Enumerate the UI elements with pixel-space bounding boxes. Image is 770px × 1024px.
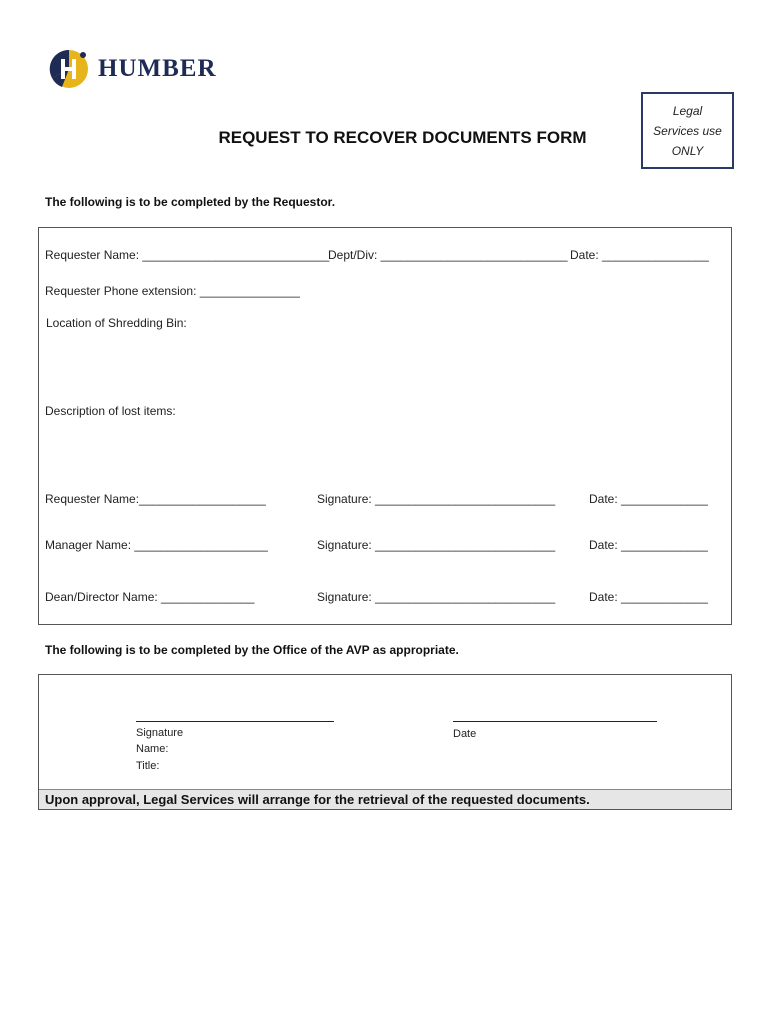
lost-items-description-area[interactable] — [44, 422, 724, 482]
requester-signature-field[interactable]: Signature: ___________________________ — [317, 492, 556, 506]
humber-logo — [48, 48, 217, 90]
dean-director-name-field[interactable]: Dean/Director Name: ______________ — [45, 590, 255, 604]
approval-banner — [39, 789, 731, 809]
legal-box-line-3: ONLY — [671, 143, 704, 158]
phone-extension-field[interactable]: Requester Phone extension: _______________ — [45, 284, 300, 298]
avp-signature-label: Signature — [136, 727, 184, 739]
dept-div-field[interactable]: Dept/Div: ____________________________ — [328, 248, 568, 262]
form-title: REQUEST TO RECOVER DOCUMENTS FORM — [218, 128, 587, 147]
date-field-top[interactable]: Date: ________________ — [570, 248, 709, 262]
avp-date-line[interactable] — [453, 721, 657, 722]
approval-text: Upon approval, Legal Services will arrange for the retrieval of the requested documents. — [45, 792, 590, 807]
logo-wordmark: HUMBER — [98, 55, 217, 82]
requestor-note: The following is to be completed by the Requestor. — [45, 195, 336, 209]
avp-date-label: Date — [453, 728, 477, 740]
avp-title-label: Title: — [136, 760, 160, 772]
avp-name-label: Name: — [136, 743, 169, 755]
dean-director-signature-field[interactable]: Signature: ___________________________ — [317, 590, 556, 604]
manager-signature-field[interactable]: Signature: ___________________________ — [317, 538, 556, 552]
legal-box-line-1: Legal — [672, 103, 703, 118]
lost-items-description-label: Description of lost items: — [45, 404, 176, 418]
requester-date-field[interactable]: Date: _____________ — [589, 492, 708, 506]
dean-director-date-field[interactable]: Date: _____________ — [589, 590, 708, 604]
avp-signature-line[interactable] — [136, 721, 334, 722]
manager-date-field[interactable]: Date: _____________ — [589, 538, 708, 552]
manager-name-field[interactable]: Manager Name: ____________________ — [45, 538, 268, 552]
avp-note: The following is to be completed by the Office of the AVP as appropriate. — [45, 643, 459, 657]
shredding-bin-location-area[interactable] — [44, 334, 724, 394]
requester-name-sign-field[interactable]: Requester Name:___________________ — [45, 492, 266, 506]
legal-box-line-2: Services use — [653, 123, 722, 138]
humber-logo-mark-icon — [48, 48, 90, 90]
shredding-bin-location-label: Location of Shredding Bin: — [46, 316, 187, 330]
requester-name-field[interactable]: Requester Name: ____________________________ — [45, 248, 330, 262]
